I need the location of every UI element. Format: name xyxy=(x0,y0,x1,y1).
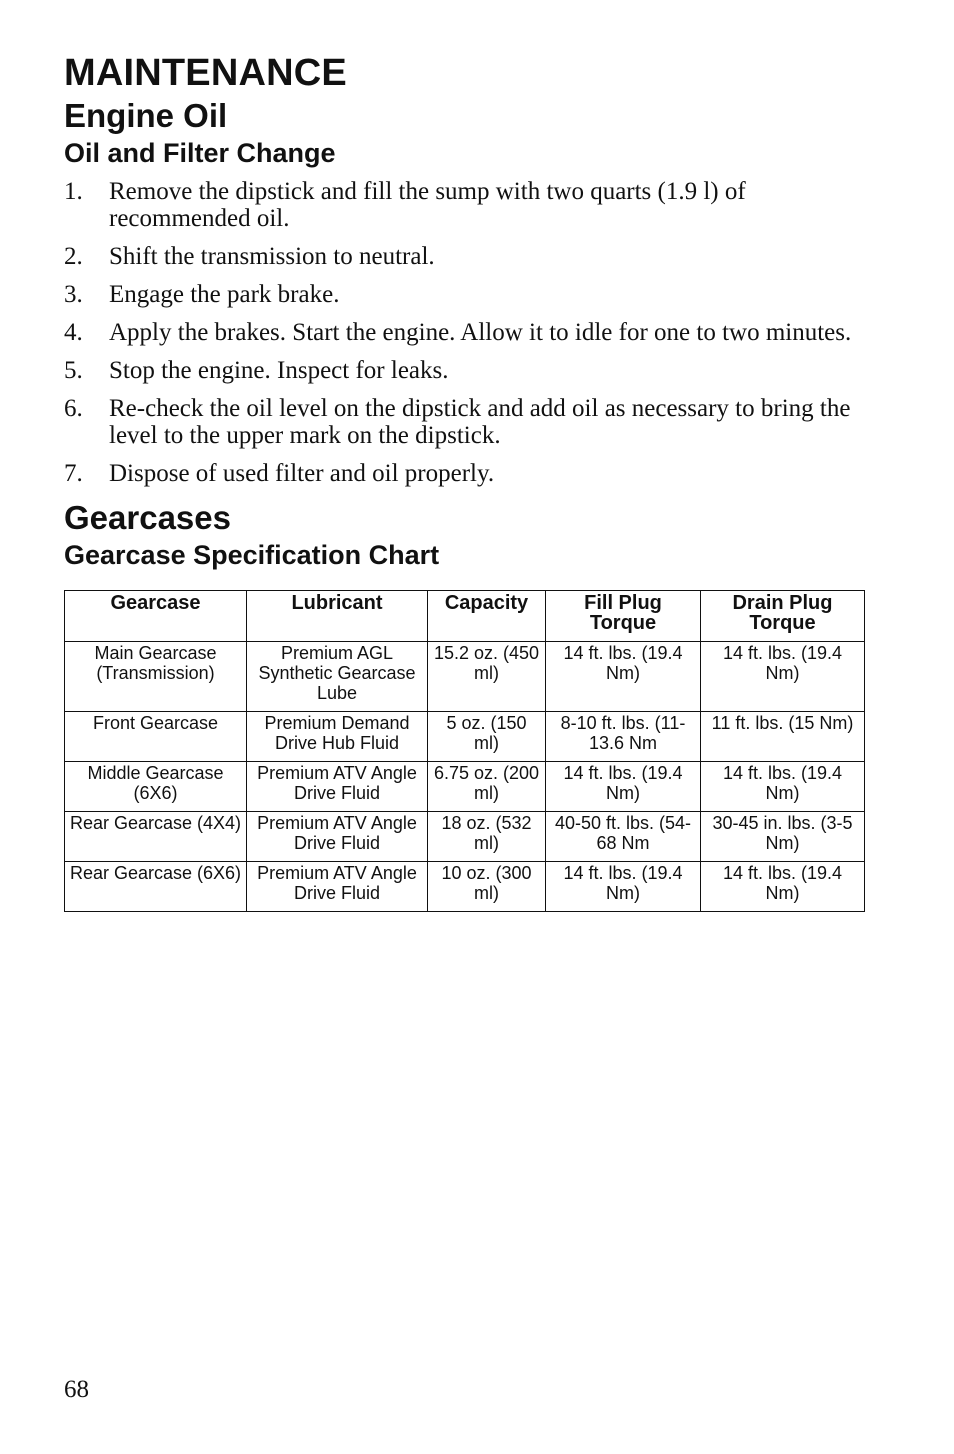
table-row xyxy=(65,812,865,862)
cell-gearcase: Rear Gearcase (4X4) xyxy=(65,812,247,862)
cell-capacity: 15.2 oz. (450 ml) xyxy=(428,642,546,712)
cell-capacity: 18 oz. (532 ml) xyxy=(428,812,546,862)
cell-drain-plug-torque: 30-45 in. lbs. (3-5 Nm) xyxy=(701,812,865,862)
step-number: 1. xyxy=(64,178,83,205)
step-text: Shift the transmission to neutral. xyxy=(109,243,435,270)
table-row xyxy=(65,642,865,712)
oil-change-steps xyxy=(64,178,864,487)
cell-lubricant: Premium Demand Drive Hub Fluid xyxy=(247,712,428,762)
step-text: Remove the dipstick and fill the sump with two quarts (1.9 l) of recommended oil. xyxy=(109,178,746,232)
step-item xyxy=(64,319,864,346)
cell-fill-plug-torque: 14 ft. lbs. (19.4 Nm) xyxy=(546,642,701,712)
chart-title: Gearcase Specification Chart xyxy=(64,540,440,570)
cell-gearcase: Rear Gearcase (6X6) xyxy=(65,862,247,912)
cell-capacity: 6.75 oz. (200 ml) xyxy=(428,762,546,812)
cell-lubricant: Premium ATV Angle Drive Fluid xyxy=(247,762,428,812)
manual-page xyxy=(64,50,864,912)
cell-drain-plug-torque: 14 ft. lbs. (19.4 Nm) xyxy=(701,642,865,712)
cell-capacity: 10 oz. (300 ml) xyxy=(428,862,546,912)
step-number: 3. xyxy=(64,281,83,308)
column-header-fill-plug-torque: Fill Plug Torque xyxy=(546,591,701,642)
step-text: Stop the engine. Inspect for leaks. xyxy=(109,357,449,384)
step-item xyxy=(64,178,864,232)
cell-drain-plug-torque: 14 ft. lbs. (19.4 Nm) xyxy=(701,762,865,812)
table-row xyxy=(65,862,865,912)
gearcase-spec-table xyxy=(64,590,865,912)
page-title: MAINTENANCE xyxy=(64,52,347,94)
step-number: 5. xyxy=(64,357,83,384)
column-header-capacity: Capacity xyxy=(428,591,546,642)
step-number: 6. xyxy=(64,395,83,422)
table-row xyxy=(65,712,865,762)
column-header-gearcase: Gearcase xyxy=(65,591,247,642)
cell-gearcase: Middle Gearcase (6X6) xyxy=(65,762,247,812)
step-item xyxy=(64,460,864,487)
table-row xyxy=(65,762,865,812)
step-number: 2. xyxy=(64,243,83,270)
step-item xyxy=(64,357,864,384)
step-item xyxy=(64,243,864,270)
section-title-engine-oil: Engine Oil xyxy=(64,97,228,134)
page-number: 68 xyxy=(64,1376,89,1403)
cell-capacity: 5 oz. (150 ml) xyxy=(428,712,546,762)
cell-drain-plug-torque: 14 ft. lbs. (19.4 Nm) xyxy=(701,862,865,912)
cell-lubricant: Premium ATV Angle Drive Fluid xyxy=(247,862,428,912)
step-item xyxy=(64,281,864,308)
subsection-title-oil-filter-change: Oil and Filter Change xyxy=(64,138,336,168)
step-text: Re-check the oil level on the dipstick and add oil as necessary to bring the level to the upper mark on the dipstick. xyxy=(109,395,851,449)
cell-gearcase: Front Gearcase xyxy=(65,712,247,762)
step-text: Dispose of used filter and oil properly. xyxy=(109,460,495,487)
cell-fill-plug-torque: 14 ft. lbs. (19.4 Nm) xyxy=(546,762,701,812)
step-number: 4. xyxy=(64,319,83,346)
column-header-drain-plug-torque: Drain Plug Torque xyxy=(701,591,865,642)
cell-gearcase: Main Gearcase (Transmission) xyxy=(65,642,247,712)
cell-fill-plug-torque: 40-50 ft. lbs. (54-68 Nm xyxy=(546,812,701,862)
cell-lubricant: Premium ATV Angle Drive Fluid xyxy=(247,812,428,862)
step-number: 7. xyxy=(64,460,83,487)
cell-fill-plug-torque: 14 ft. lbs. (19.4 Nm) xyxy=(546,862,701,912)
step-item xyxy=(64,395,864,449)
table-header-row xyxy=(65,591,865,642)
step-text: Apply the brakes. Start the engine. Allow it to idle for one to two minutes. xyxy=(109,319,852,346)
cell-lubricant: Premium AGL Synthetic Gearcase Lube xyxy=(247,642,428,712)
section-title-gearcases: Gearcases xyxy=(64,499,231,536)
column-header-lubricant: Lubricant xyxy=(247,591,428,642)
step-text: Engage the park brake. xyxy=(109,281,340,308)
cell-drain-plug-torque: 11 ft. lbs. (15 Nm) xyxy=(701,712,865,762)
cell-fill-plug-torque: 8-10 ft. lbs. (11-13.6 Nm xyxy=(546,712,701,762)
